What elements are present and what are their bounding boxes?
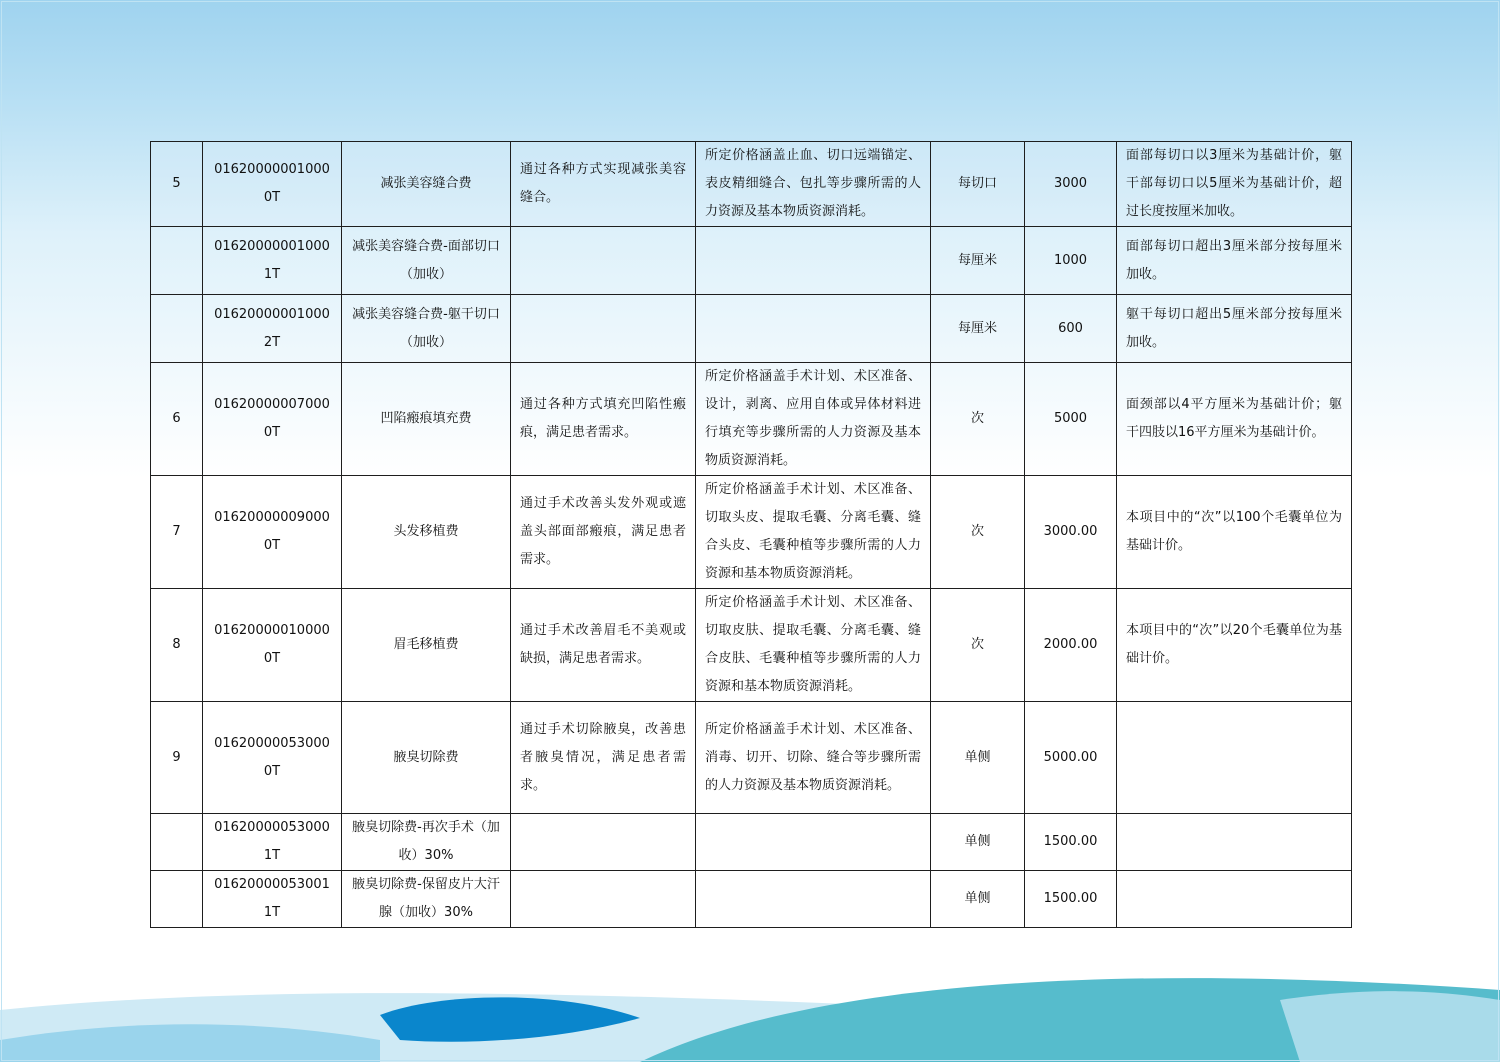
item-number: 7 [151,476,203,589]
item-price: 600 [1025,295,1117,363]
item-note: 面部每切口以3厘米为基础计价，躯干部每切口以5厘米为基础计价，超过长度按厘米加收。 [1117,142,1352,227]
item-content: 所定价格涵盖手术计划、术区准备、设计，剥离、应用自体或异体材料进行填充等步骤所需的人力资源及基本物质资源消耗。 [696,363,931,476]
item-code: 016200000530011T [203,871,342,928]
item-code: 016200000010001T [203,227,342,295]
item-code: 016200000090000T [203,476,342,589]
table-row [151,363,1352,476]
table-row [151,295,1352,363]
table-row [151,702,1352,814]
item-description: 通过各种方式实现减张美容缝合。 [511,142,696,227]
item-description: 通过各种方式填充凹陷性瘢痕，满足患者需求。 [511,363,696,476]
item-code: 016200000010000T [203,142,342,227]
item-unit: 单侧 [931,871,1025,928]
item-code: 016200000070000T [203,363,342,476]
item-unit: 每厘米 [931,295,1025,363]
item-price: 5000.00 [1025,702,1117,814]
item-code: 016200000530001T [203,814,342,871]
item-price: 3000 [1025,142,1117,227]
table-row [151,227,1352,295]
fee-table [150,141,1352,928]
item-unit: 次 [931,363,1025,476]
item-name: 腋臭切除费-保留皮片大汗腺（加收）30% [342,871,511,928]
item-note [1117,702,1352,814]
item-note: 面部每切口超出3厘米部分按每厘米加收。 [1117,227,1352,295]
item-price: 1000 [1025,227,1117,295]
item-name: 眉毛移植费 [342,589,511,702]
table-row [151,476,1352,589]
item-name: 头发移植费 [342,476,511,589]
item-unit: 次 [931,589,1025,702]
item-code: 016200000010002T [203,295,342,363]
item-name: 腋臭切除费-再次手术（加收）30% [342,814,511,871]
item-note [1117,871,1352,928]
item-price: 1500.00 [1025,871,1117,928]
item-number: 9 [151,702,203,814]
item-number [151,814,203,871]
item-note [1117,814,1352,871]
item-number: 8 [151,589,203,702]
item-number [151,871,203,928]
item-description: 通过手术切除腋臭，改善患者腋臭情况，满足患者需求。 [511,702,696,814]
item-name: 腋臭切除费 [342,702,511,814]
table-row [151,814,1352,871]
item-number [151,227,203,295]
item-unit: 每厘米 [931,227,1025,295]
item-name: 减张美容缝合费-面部切口（加收） [342,227,511,295]
item-price: 5000 [1025,363,1117,476]
item-number [151,295,203,363]
item-price: 1500.00 [1025,814,1117,871]
table-row [151,142,1352,227]
item-note: 躯干每切口超出5厘米部分按每厘米加收。 [1117,295,1352,363]
item-content: 所定价格涵盖止血、切口远端锚定、表皮精细缝合、包扎等步骤所需的人力资源及基本物质资源消耗。 [696,142,931,227]
item-name: 减张美容缝合费 [342,142,511,227]
item-description [511,814,696,871]
item-content: 所定价格涵盖手术计划、术区准备、切取头皮、提取毛囊、分离毛囊、缝合头皮、毛囊种植等步骤所需的人力资源和基本物质资源消耗。 [696,476,931,589]
item-description: 通过手术改善眉毛不美观或缺损，满足患者需求。 [511,589,696,702]
table-row [151,589,1352,702]
item-unit: 单侧 [931,702,1025,814]
item-note: 本项目中的“次”以20个毛囊单位为基础计价。 [1117,589,1352,702]
item-content [696,871,931,928]
item-content [696,227,931,295]
item-content [696,295,931,363]
item-number: 5 [151,142,203,227]
item-name: 凹陷瘢痕填充费 [342,363,511,476]
table-row [151,871,1352,928]
item-description [511,295,696,363]
item-code: 016200000100000T [203,589,342,702]
item-note: 面颈部以4平方厘米为基础计价；躯干四肢以16平方厘米为基础计价。 [1117,363,1352,476]
item-description: 通过手术改善头发外观或遮盖头部面部瘢痕，满足患者需求。 [511,476,696,589]
item-unit: 每切口 [931,142,1025,227]
item-unit: 次 [931,476,1025,589]
item-name: 减张美容缝合费-躯干切口（加收） [342,295,511,363]
item-code: 016200000530000T [203,702,342,814]
item-content: 所定价格涵盖手术计划、术区准备、切取皮肤、提取毛囊、分离毛囊、缝合皮肤、毛囊种植等步骤所需的人力资源和基本物质资源消耗。 [696,589,931,702]
item-content: 所定价格涵盖手术计划、术区准备、消毒、切开、切除、缝合等步骤所需的人力资源及基本物质资源消耗。 [696,702,931,814]
item-note: 本项目中的“次”以100个毛囊单位为基础计价。 [1117,476,1352,589]
item-description [511,227,696,295]
item-price: 2000.00 [1025,589,1117,702]
item-number: 6 [151,363,203,476]
item-unit: 单侧 [931,814,1025,871]
item-price: 3000.00 [1025,476,1117,589]
item-content [696,814,931,871]
item-description [511,871,696,928]
